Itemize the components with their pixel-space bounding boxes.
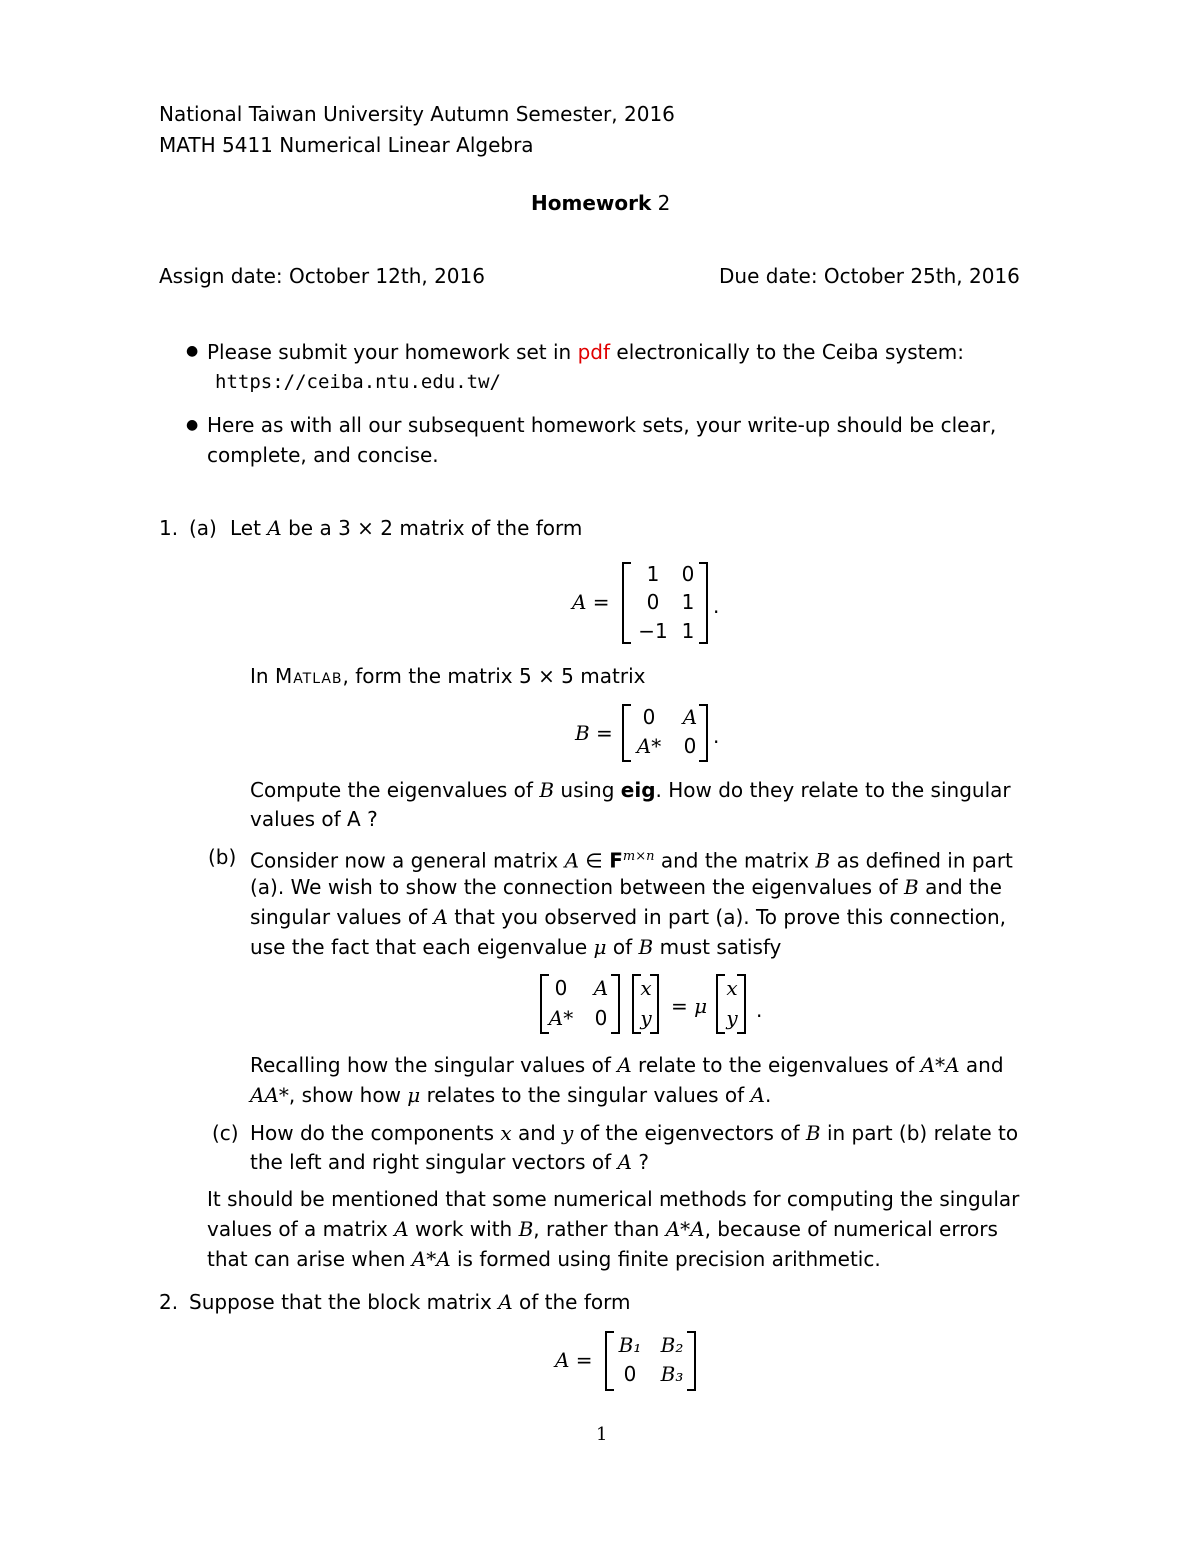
bracket-left <box>605 1331 614 1391</box>
text: , rather than <box>533 1217 660 1241</box>
var-B: B <box>805 1121 821 1145</box>
text: relate to the eigenvalues of <box>638 1053 915 1077</box>
text: ? <box>638 1150 649 1174</box>
matlab-name: Matlab <box>274 664 343 688</box>
q1c-label: (c) <box>212 1121 239 1145</box>
vector-cell: x <box>640 976 652 1000</box>
question-2-number: 2. <box>159 1290 179 1314</box>
title-number: 2 <box>657 191 671 215</box>
var-A: A <box>394 1217 409 1241</box>
pdf-highlight: pdf <box>577 340 611 364</box>
period: . <box>713 594 720 618</box>
var-y: y <box>562 1121 574 1145</box>
var-B: B <box>518 1217 534 1241</box>
var-A: A <box>617 1053 632 1077</box>
text: of the form <box>519 1290 631 1314</box>
page-title <box>531 191 670 215</box>
text: work with <box>415 1217 513 1241</box>
matrix-cell: 0 <box>646 590 660 614</box>
text: , because of numerical errors <box>704 1217 998 1241</box>
note-line2 <box>207 1217 998 1241</box>
bullet-text: electronically to the Ceiba system: <box>616 340 964 364</box>
var-B: B <box>815 848 831 873</box>
q2-text <box>189 1290 630 1314</box>
math: F <box>609 848 623 873</box>
var-mu: μ <box>593 935 607 959</box>
bullet-writeup-line2: complete, and concise. <box>207 443 439 467</box>
text: Compute the eigenvalues of <box>250 778 533 802</box>
ceiba-link[interactable]: https://ceiba.ntu.edu.tw/ <box>215 371 501 393</box>
matrix-cell: 0 <box>642 705 656 729</box>
var-B: B <box>539 778 555 802</box>
text: Let <box>230 516 261 540</box>
bracket-right <box>611 974 620 1034</box>
q1b-label: (b) <box>208 845 237 869</box>
matlab-instruction <box>250 664 645 688</box>
text: and <box>518 1121 556 1145</box>
period: . <box>756 998 763 1022</box>
text: in part (b) relate to <box>826 1121 1019 1145</box>
matrix-cell: 0 <box>554 976 568 1000</box>
q1b-line2 <box>250 875 1002 899</box>
math: A*A <box>665 1217 705 1241</box>
matrix-cell: A* <box>548 1006 574 1030</box>
q1b-line4 <box>250 935 781 959</box>
text: must satisfy <box>659 935 782 959</box>
text: values of a matrix <box>207 1217 388 1241</box>
recall-line2: AA*, show how μ relates to the singular values of A. <box>250 1083 772 1107</box>
text: Suppose that the block matrix <box>189 1290 492 1314</box>
text: . How do they relate to the singular <box>655 778 1011 802</box>
math: A <box>564 848 580 873</box>
matrix-cell: A* <box>636 734 662 758</box>
text: of <box>612 935 633 959</box>
question-1-number: 1. <box>159 516 179 540</box>
q1a-text <box>230 516 582 540</box>
bracket-right <box>699 562 708 644</box>
text: , form the matrix 5 × 5 matrix <box>342 664 646 688</box>
due-date: Due date: October 25th, 2016 <box>719 264 1020 288</box>
bracket-left <box>622 704 631 762</box>
bracket-right <box>650 974 659 1034</box>
text: that can arise when <box>207 1247 406 1271</box>
text: of the eigenvectors of <box>579 1121 800 1145</box>
compute-line <box>250 778 1011 802</box>
text: How do the components <box>250 1121 495 1145</box>
text: , show how <box>288 1083 401 1107</box>
var-A: A <box>617 1150 632 1174</box>
bullet-icon: ● <box>186 343 199 359</box>
bullet-submit <box>207 340 964 364</box>
vector-cell: x <box>726 976 738 1000</box>
note-line3 <box>207 1247 881 1271</box>
text: Recalling how the singular values of <box>250 1053 611 1077</box>
var-A: A <box>750 1083 765 1107</box>
var-x: x <box>500 1121 512 1145</box>
var-B: B <box>638 935 654 959</box>
text: as defined in part <box>836 848 1013 873</box>
text: In <box>250 664 269 688</box>
matrix-B-lhs: B = <box>575 721 613 745</box>
matrix-cell: 0 <box>681 562 695 586</box>
values-line: values of A ? <box>250 807 378 831</box>
matrix-cell: A <box>593 976 609 1000</box>
matrix-cell: B₁ <box>618 1333 642 1357</box>
var-A: A <box>433 905 448 929</box>
page-number: 1 <box>596 1424 608 1445</box>
text: using <box>560 778 615 802</box>
vector-cell: y <box>726 1006 738 1030</box>
text: Consider now a general matrix <box>250 848 559 873</box>
header-course: MATH 5411 Numerical Linear Algebra <box>159 133 534 157</box>
bracket-left <box>622 562 631 644</box>
q1b-line1: Consider now a general matrix A ∈ $F^{m\times n}$ and the matrix B as defined in part <box>250 848 1013 873</box>
matrix-cell: B₂ <box>660 1333 684 1357</box>
text: and <box>965 1053 1004 1077</box>
assign-date: Assign date: October 12th, 2016 <box>159 264 485 288</box>
bullet-writeup-line1: Here as with all our subsequent homework sets, your write-up should be clear, <box>207 413 997 437</box>
matrix-cell: 0 <box>623 1362 637 1386</box>
equals-mu: = μ <box>671 994 708 1018</box>
matrix-cell: 1 <box>681 619 695 643</box>
matrix-cell: 0 <box>683 734 697 758</box>
q1c-line2 <box>250 1150 649 1174</box>
matrix-A-lhs: A = <box>572 590 610 614</box>
q1a-label: (a) <box>189 516 217 540</box>
var-B: B <box>904 875 919 899</box>
var-A: A <box>498 1290 513 1314</box>
text: singular values of <box>250 905 428 929</box>
text: is formed using finite precision arithmetic. <box>457 1247 881 1271</box>
math: m×n <box>622 849 655 864</box>
math: A*A <box>411 1247 451 1271</box>
text: the left and right singular vectors of <box>250 1150 612 1174</box>
matrix-cell: −1 <box>638 619 668 643</box>
var-mu: μ <box>407 1083 421 1107</box>
math: AA* <box>250 1083 289 1107</box>
bracket-right <box>737 974 746 1034</box>
recall-line1 <box>250 1053 1004 1077</box>
text: use the fact that each eigenvalue <box>250 935 588 959</box>
text: that you observed in part (a). To prove this connection, <box>454 905 1006 929</box>
bullet-text: Please submit your homework set in <box>207 340 572 364</box>
matrix-cell: B₃ <box>660 1362 684 1386</box>
eig-command: eig <box>620 778 656 802</box>
bracket-right <box>699 704 708 762</box>
period: . <box>713 724 720 748</box>
text: (a). We wish to show the connection between the eigenvalues of <box>250 875 898 899</box>
matrix-cell: A <box>682 705 698 729</box>
matrix-cell: 1 <box>646 562 660 586</box>
title-bold: Homework <box>531 191 652 215</box>
note-line1: It should be mentioned that some numerical methods for computing the singular <box>207 1187 1020 1211</box>
vector-cell: y <box>640 1006 652 1030</box>
block-matrix-lhs: A = <box>555 1348 593 1372</box>
var-A: A <box>267 516 282 540</box>
matrix-cell: 0 <box>594 1006 608 1030</box>
text: and the <box>925 875 1002 899</box>
q1c-line1 <box>250 1121 1018 1145</box>
math: A*A <box>920 1053 960 1077</box>
header-university: National Taiwan University Autumn Semester, 2016 <box>159 102 675 126</box>
matrix-cell: 1 <box>681 590 695 614</box>
bracket-right <box>687 1331 696 1391</box>
text: and the matrix <box>660 848 810 873</box>
text: relates to the singular values of <box>426 1083 745 1107</box>
text: be a 3 × 2 matrix of the form <box>288 516 583 540</box>
q1b-line3 <box>250 905 1006 929</box>
bullet-icon: ● <box>186 417 199 433</box>
